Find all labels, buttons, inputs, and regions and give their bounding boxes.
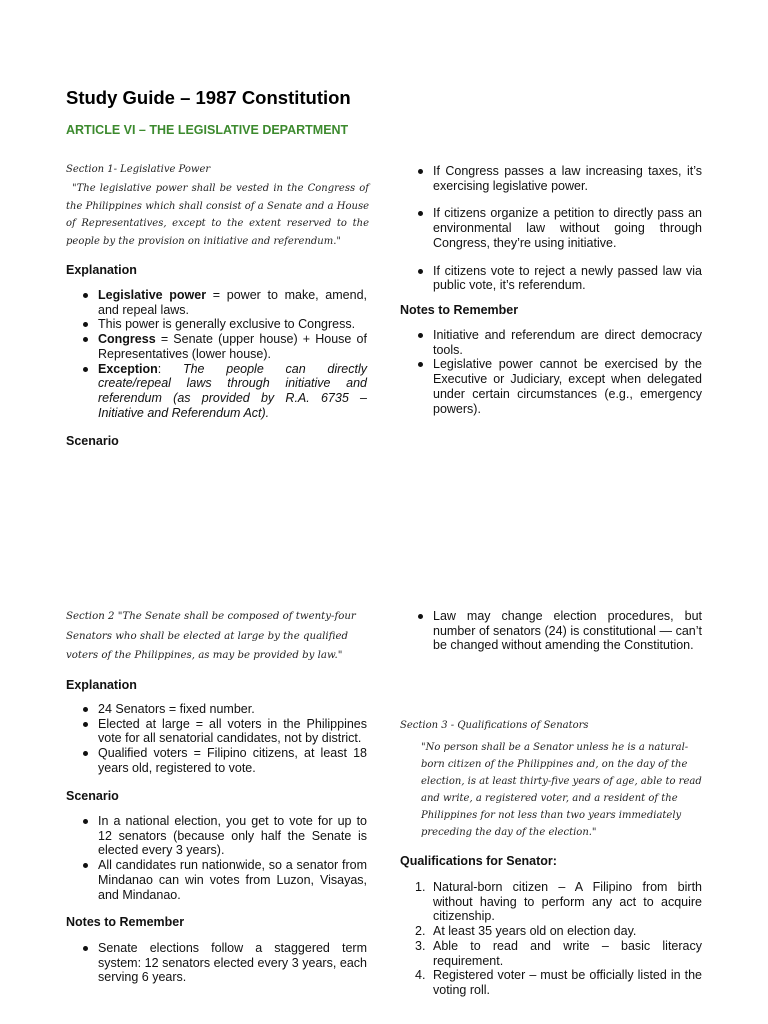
list-item: If citizens organize a petition to directly pass an environmental law without going through Congress, they’re using initiative. [433, 206, 702, 250]
list-item: Registered voter – must be officially listed in the voting roll. [433, 968, 702, 997]
section-2-explanation-heading: Explanation [66, 678, 137, 692]
term: Exception [98, 361, 158, 376]
section-3-quote: "No person shall be a Senator unless he is a natural-born citizen of the Philippines and, on the day of the election, is at least thirty-five years of age, able to read and write, a registered voter, and a resident of the Philippines for not less than two years immediately preceding the day of the election." [421, 742, 702, 838]
section-1-notes-heading: Notes to Remember [400, 303, 519, 317]
list-item: Exception: The people can directly create/repeal laws through initiative and referendum (as provided by R.A. 6735 – Initiative and Referendum Act). [98, 361, 367, 420]
list-item: This power is generally exclusive to Congress. [98, 317, 367, 332]
list-item: Legislative power cannot be exercised by the Executive or Judiciary, except when delegated under certain circumstances (e.g., emergency powers). [433, 357, 702, 416]
list-item: If citizens vote to reject a newly passed law via public vote, it’s referendum. [433, 263, 702, 293]
section-2-quote: Section 2 "The Senate shall be composed of twenty-four Senators who shall be elected at large by the qualified voters of the Philippines, as may be provided by law." [66, 611, 356, 661]
list-item: Legislative power = power to make, amend, and repeal laws. [98, 288, 367, 317]
section-3-qualifications-list [433, 880, 702, 998]
article-heading: ARTICLE VI – THE LEGISLATIVE DEPARTMENT [66, 123, 349, 137]
list-item: Senate elections follow a staggered term system: 12 senators elected every 3 years, each serving 6 years. [98, 941, 367, 985]
section-1-notes-list [433, 328, 702, 416]
section-2-scenario-list [98, 814, 367, 902]
term: Congress [98, 332, 156, 347]
section-1-scenario-list [433, 164, 702, 306]
list-item: Congress = Senate (upper house) + House of Representatives (lower house). [98, 332, 367, 361]
section-2-explanation-list [98, 702, 367, 776]
list-item: Elected at large = all voters in the Philippines vote for all senatorial candidates, not by district. [98, 716, 367, 746]
list-item: Initiative and referendum are direct democracy tools. [433, 328, 702, 357]
list-item: 24 Senators = fixed number. [98, 702, 367, 717]
list-item: If Congress passes a law increasing taxes, it’s exercising legislative power. [433, 164, 702, 193]
section-2-notes-list-left [98, 941, 367, 985]
section-2-notes-heading: Notes to Remember [66, 915, 185, 929]
section-3-qualifications-heading: Qualifications for Senator: [400, 854, 557, 868]
section-1-explanation-heading: Explanation [66, 263, 137, 277]
list-item: All candidates run nationwide, so a senator from Mindanao can win votes from Luzon, Visayas, and Mindanao. [98, 858, 367, 902]
section-1-explanation-list [98, 288, 367, 420]
list-item: Law may change election procedures, but number of senators (24) is constitutional — can’t be changed without amending the Constitution. [433, 609, 702, 653]
list-item: Able to read and write – basic literacy requirement. [433, 938, 702, 968]
list-item: In a national election, you get to vote for up to 12 senators (because only half the Senate is elected every 3 years). [98, 814, 367, 858]
section-1-scenario-heading: Scenario [66, 434, 119, 448]
section-1-quote: "The legislative power shall be vested in the Congress of the Philippines which shall consist of a Senate and a House of Representatives, except to the extent reserved to the people by the provision on initiative and referendum." [66, 183, 369, 247]
section-1-heading: Section 1- Legislative Power [66, 164, 211, 175]
section-2-scenario-heading: Scenario [66, 789, 119, 803]
section-3-heading: Section 3 - Qualifications of Senators [400, 720, 589, 731]
document-title: Study Guide – 1987 Constitution [66, 87, 351, 108]
list-item: At least 35 years old on election day. [433, 924, 637, 939]
list-item: Natural-born citizen – A Filipino from birth without having to perform any act to acquire citizenship. [433, 880, 702, 924]
list-item: Qualified voters = Filipino citizens, at least 18 years old, registered to vote. [98, 746, 367, 775]
term: Legislative power [98, 288, 207, 302]
section-2-notes-list-right [433, 609, 702, 653]
